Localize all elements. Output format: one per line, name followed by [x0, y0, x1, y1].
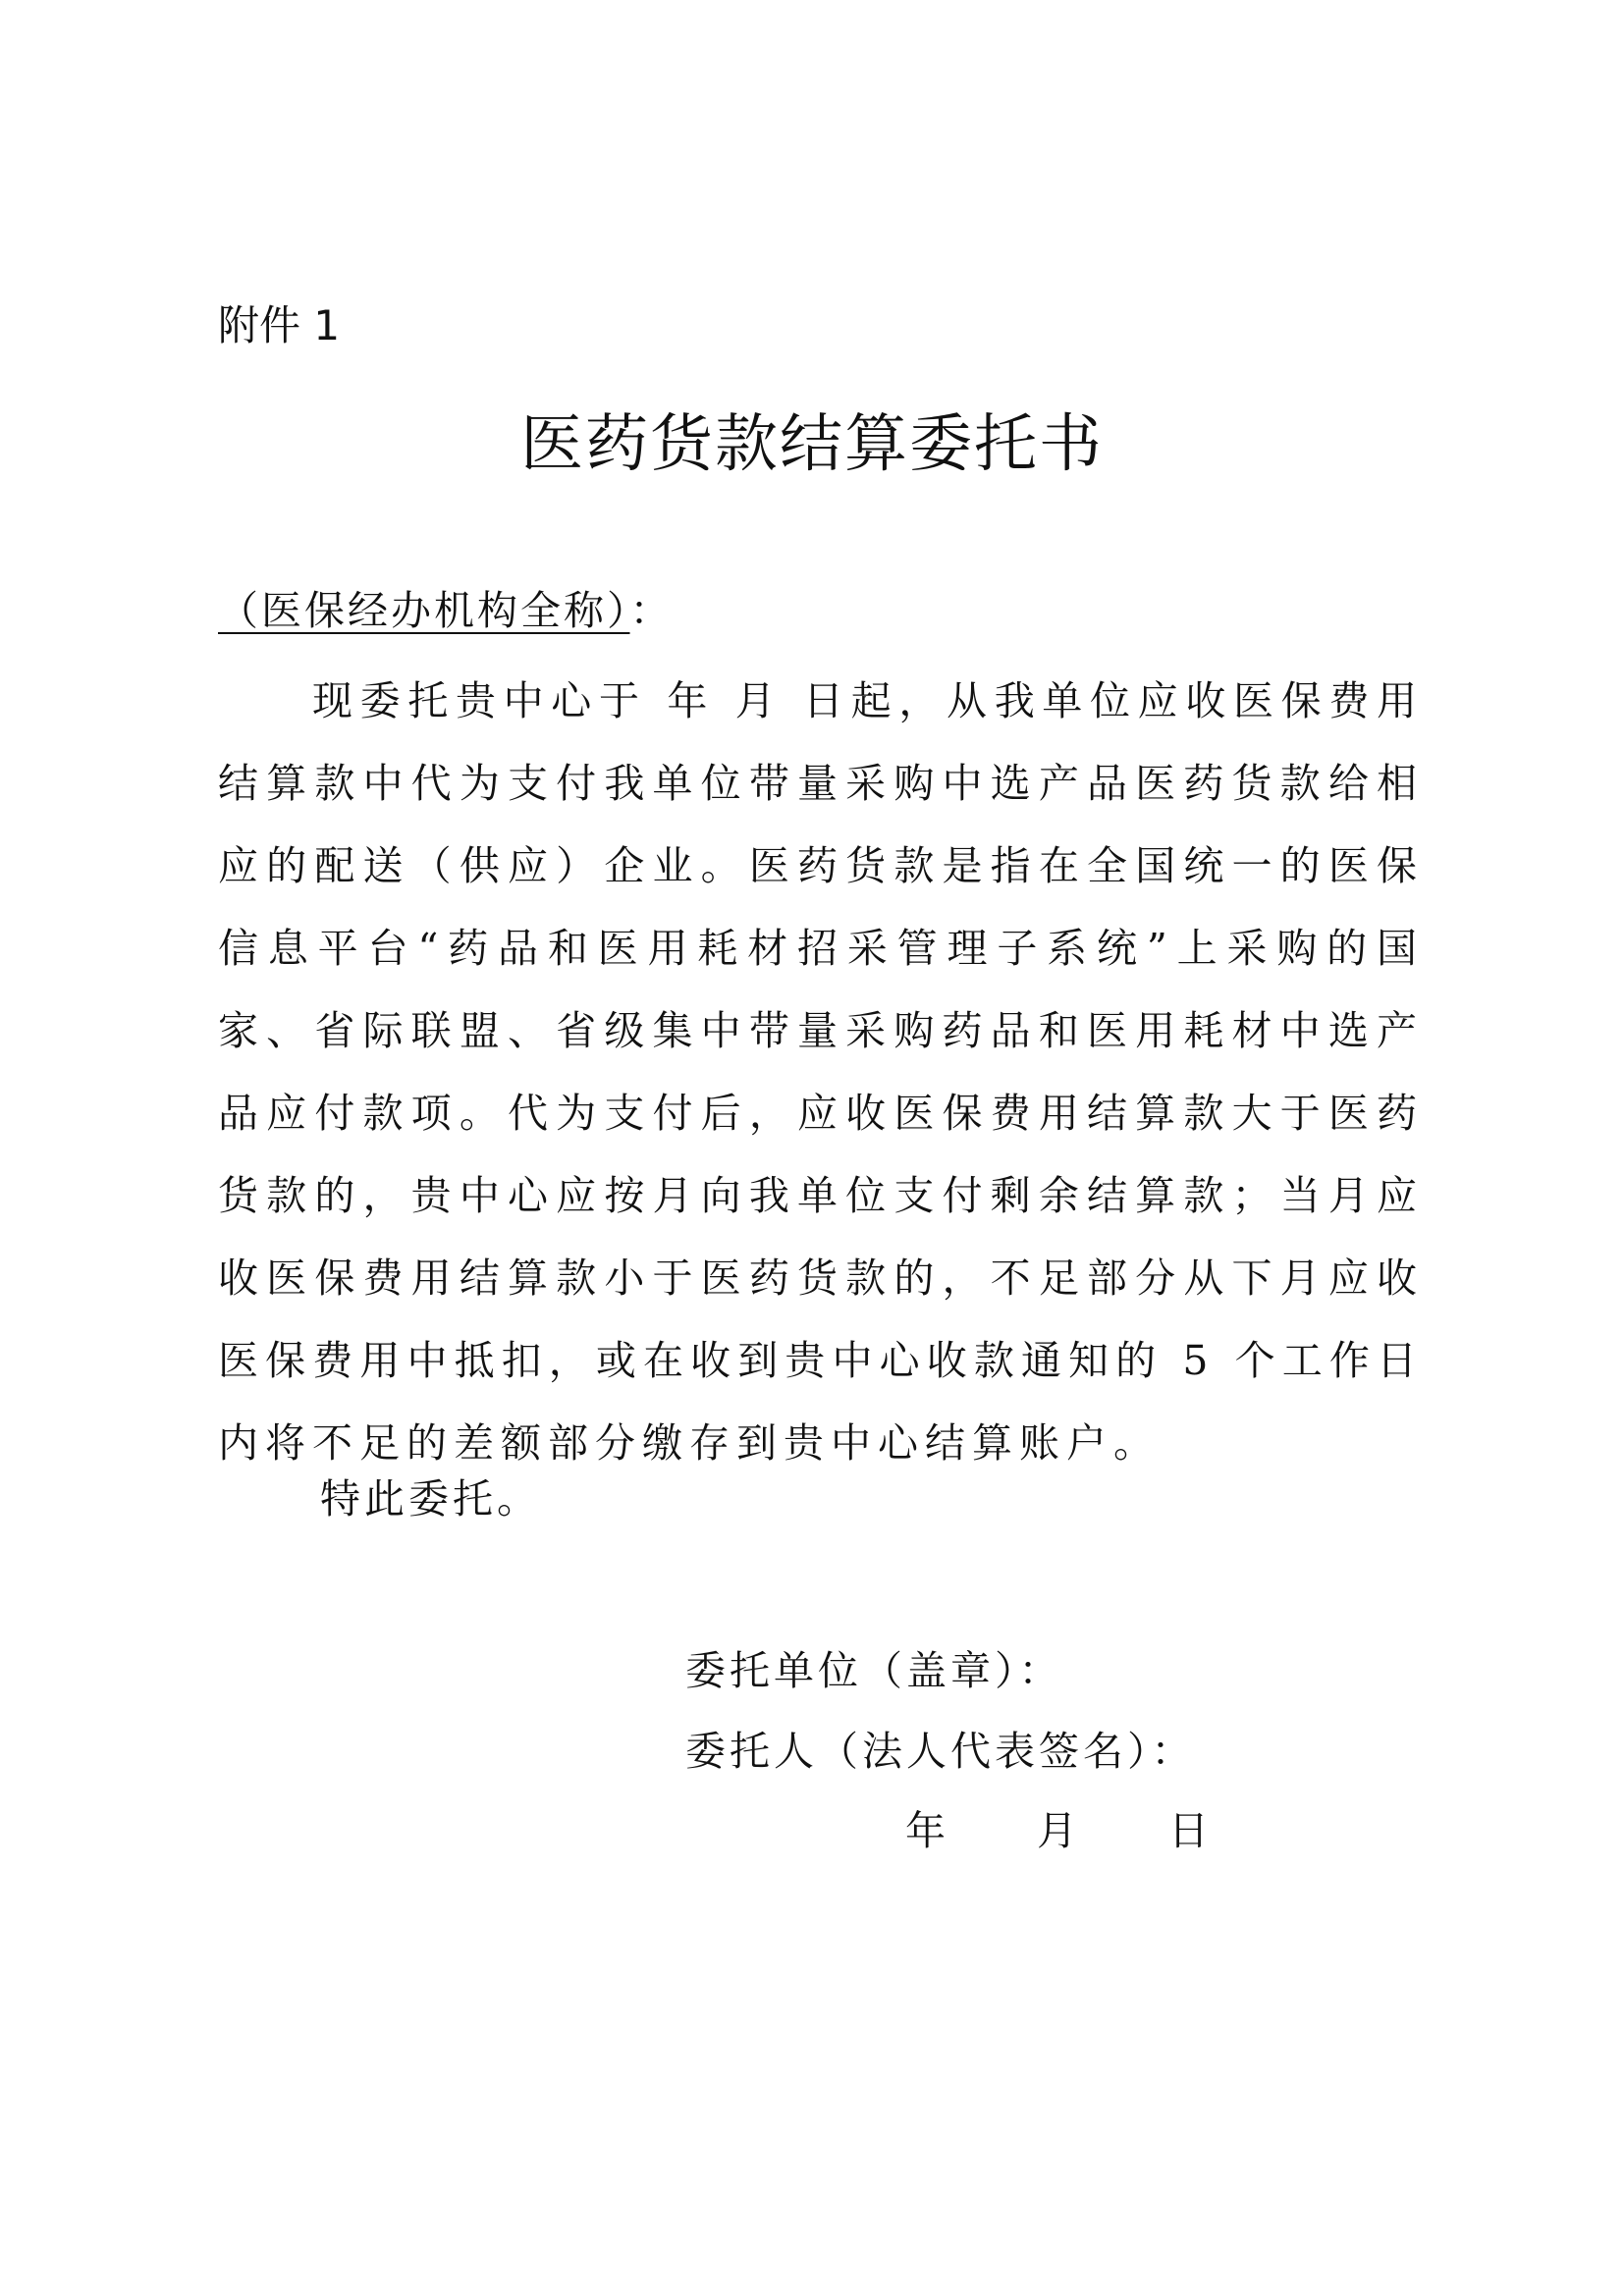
entrusting-unit-label: 委托单位（盖章）： [685, 1647, 1063, 1694]
closing-line: 特此委托。 [320, 1475, 541, 1522]
document-title: 医药货款结算委托书 [520, 408, 1104, 481]
addressee-colon: ： [629, 587, 674, 634]
date-day-label: 日 [1168, 1807, 1209, 1854]
body-paragraph: 现委托贵中心于 年 月 日起，从我单位应收医保费用结算款中代为支付我单位带量采购中选产品医药货款给相应的配送（供应）企业。医药货款是指在全国统一的医保信息平台“药品和医用耗材招采管理子系统”上采购的国家、省际联盟、省级集中带量采购药品和医用耗材中选产品应付款项。代为支付后，应收医保费用结算款大于医药货款的，贵中心应按月向我单位支付剩余结算款；当月应收医保费用结算款小于医药货款的，不足部分从下月应收医保费用中抵扣，或在收到贵中心收款通知的 5 个工作日内将不足的差额部分缴存到贵中心结算账户。 [218, 677, 1424, 1467]
date-year-label: 年 [905, 1807, 946, 1854]
addressee-name: （医保经办机构全称） [218, 587, 630, 634]
attachment-label: 附件 1 [218, 301, 341, 349]
addressee-line [218, 581, 674, 640]
date-month-label: 月 [1037, 1807, 1077, 1854]
entrusting-person-label: 委托人（法人代表签名）： [685, 1728, 1196, 1775]
